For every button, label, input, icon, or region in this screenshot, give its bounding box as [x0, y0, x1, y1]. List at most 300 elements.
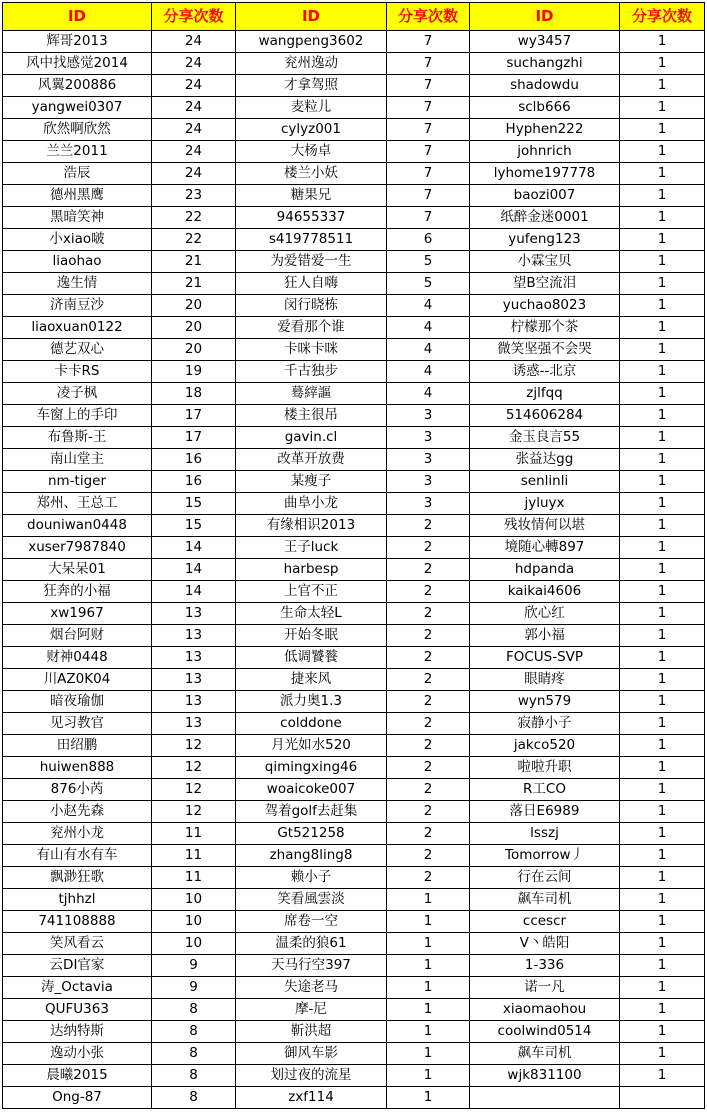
share-count-cell[interactable]: 1	[387, 977, 470, 999]
share-count-cell[interactable]: 12	[152, 757, 236, 779]
share-count-cell[interactable]: 3	[387, 471, 470, 493]
user-id-cell[interactable]: jakco520	[470, 735, 620, 757]
user-id-cell[interactable]: 有缘相识2013	[236, 515, 387, 537]
share-count-cell[interactable]: 4	[387, 317, 470, 339]
share-count-cell[interactable]: 2	[387, 559, 470, 581]
share-count-cell[interactable]: 4	[387, 383, 470, 405]
user-id-cell[interactable]: 楼兰小妖	[236, 163, 387, 185]
share-count-cell[interactable]: 1	[620, 383, 705, 405]
user-id-cell[interactable]: 741108888	[3, 911, 152, 933]
header-share-count[interactable]: 分享次数	[387, 3, 470, 31]
user-id-cell[interactable]: cylyz001	[236, 119, 387, 141]
share-count-cell[interactable]: 1	[387, 911, 470, 933]
user-id-cell[interactable]: Tomorrow丿	[470, 845, 620, 867]
share-count-cell[interactable]: 12	[152, 735, 236, 757]
user-id-cell[interactable]: 876小芮	[3, 779, 152, 801]
share-count-cell[interactable]: 1	[620, 581, 705, 603]
share-count-cell[interactable]: 2	[387, 537, 470, 559]
user-id-cell[interactable]: 狂奔的小福	[3, 581, 152, 603]
share-count-cell[interactable]: 1	[620, 141, 705, 163]
share-count-cell[interactable]: 3	[387, 405, 470, 427]
share-count-cell[interactable]: 23	[152, 185, 236, 207]
user-id-cell[interactable]: 逸动小张	[3, 1043, 152, 1065]
share-count-cell[interactable]: 7	[387, 97, 470, 119]
share-count-cell[interactable]: 11	[152, 823, 236, 845]
user-id-cell[interactable]: 凌子枫	[3, 383, 152, 405]
user-id-cell[interactable]: wjk831100	[470, 1065, 620, 1087]
user-id-cell[interactable]: 风中找感觉2014	[3, 53, 152, 75]
user-id-cell[interactable]: 济南豆沙	[3, 295, 152, 317]
share-count-cell[interactable]: 13	[152, 669, 236, 691]
share-count-cell[interactable]: 1	[620, 1043, 705, 1065]
user-id-cell[interactable]: 改革开放费	[236, 449, 387, 471]
share-count-cell[interactable]: 1	[620, 515, 705, 537]
share-count-cell[interactable]: 20	[152, 295, 236, 317]
user-id-cell[interactable]: hdpanda	[470, 559, 620, 581]
share-count-cell[interactable]: 17	[152, 405, 236, 427]
share-count-cell[interactable]: 24	[152, 53, 236, 75]
user-id-cell[interactable]: 望B空流泪	[470, 273, 620, 295]
user-id-cell[interactable]: 小霖宝贝	[470, 251, 620, 273]
share-count-cell[interactable]: 24	[152, 75, 236, 97]
share-count-cell[interactable]: 1	[620, 273, 705, 295]
share-count-cell[interactable]: 14	[152, 537, 236, 559]
user-id-cell[interactable]: liaohao	[3, 251, 152, 273]
share-count-cell[interactable]: 2	[387, 867, 470, 889]
share-count-cell[interactable]: 13	[152, 603, 236, 625]
share-count-cell[interactable]: 8	[152, 1043, 236, 1065]
user-id-cell[interactable]: 浩辰	[3, 163, 152, 185]
share-count-cell[interactable]: 1	[620, 493, 705, 515]
share-count-cell[interactable]: 7	[387, 163, 470, 185]
user-id-cell[interactable]: 飘渺狂歌	[3, 867, 152, 889]
user-id-cell[interactable]: senlinli	[470, 471, 620, 493]
share-count-cell[interactable]: 2	[387, 757, 470, 779]
user-id-cell[interactable]: 天马行空397	[236, 955, 387, 977]
header-id[interactable]: ID	[236, 3, 387, 31]
user-id-cell[interactable]: 田绍鹏	[3, 735, 152, 757]
share-count-cell[interactable]: 10	[152, 889, 236, 911]
share-count-cell[interactable]: 5	[387, 273, 470, 295]
user-id-cell[interactable]: qimingxing46	[236, 757, 387, 779]
user-id-cell[interactable]: 车窗上的手印	[3, 405, 152, 427]
share-count-cell[interactable]: 12	[152, 801, 236, 823]
share-count-cell[interactable]: 7	[387, 75, 470, 97]
user-id-cell[interactable]: 千古独步	[236, 361, 387, 383]
share-count-cell[interactable]: 22	[152, 229, 236, 251]
user-id-cell[interactable]: R工CO	[470, 779, 620, 801]
user-id-cell[interactable]: 风翼200886	[3, 75, 152, 97]
user-id-cell[interactable]: 派力奥1.3	[236, 691, 387, 713]
share-count-cell[interactable]: 1	[620, 53, 705, 75]
user-id-cell[interactable]: 大呆呆01	[3, 559, 152, 581]
user-id-cell[interactable]: 麦粒儿	[236, 97, 387, 119]
user-id-cell[interactable]: 德艺双心	[3, 339, 152, 361]
share-count-cell[interactable]: 21	[152, 273, 236, 295]
user-id-cell[interactable]: V丶皓阳	[470, 933, 620, 955]
user-id-cell[interactable]: 郭小福	[470, 625, 620, 647]
share-count-cell[interactable]: 13	[152, 691, 236, 713]
share-count-cell[interactable]: 18	[152, 383, 236, 405]
user-id-cell[interactable]: 南山堂主	[3, 449, 152, 471]
user-id-cell[interactable]: 小赵先森	[3, 801, 152, 823]
share-count-cell[interactable]: 7	[387, 119, 470, 141]
user-id-cell[interactable]: 卡咪卡咪	[236, 339, 387, 361]
share-count-cell[interactable]: 1	[620, 185, 705, 207]
user-id-cell[interactable]: 郑州、王总工	[3, 493, 152, 515]
user-id-cell[interactable]: 1-336	[470, 955, 620, 977]
share-count-cell[interactable]: 9	[152, 977, 236, 999]
share-count-cell[interactable]: 1	[620, 229, 705, 251]
share-count-cell[interactable]: 10	[152, 911, 236, 933]
share-count-cell[interactable]: 14	[152, 581, 236, 603]
user-id-cell[interactable]: 笑风看云	[3, 933, 152, 955]
user-id-cell[interactable]: 有山有水有车	[3, 845, 152, 867]
user-id-cell[interactable]: lsszj	[470, 823, 620, 845]
user-id-cell[interactable]: 达纳特斯	[3, 1021, 152, 1043]
share-count-cell[interactable]: 1	[620, 999, 705, 1021]
user-id-cell[interactable]: 摩-尼	[236, 999, 387, 1021]
share-count-cell[interactable]: 1	[620, 559, 705, 581]
user-id-cell[interactable]: 为爱错爱一生	[236, 251, 387, 273]
user-id-cell[interactable]: 逸生情	[3, 273, 152, 295]
user-id-cell[interactable]: shadowdu	[470, 75, 620, 97]
share-count-cell[interactable]: 1	[387, 1087, 470, 1109]
user-id-cell[interactable]: 月光如水520	[236, 735, 387, 757]
user-id-cell[interactable]: 御风车影	[236, 1043, 387, 1065]
user-id-cell[interactable]: 开始冬眠	[236, 625, 387, 647]
user-id-cell[interactable]: 诱惑--北京	[470, 361, 620, 383]
header-share-count[interactable]: 分享次数	[152, 3, 236, 31]
user-id-cell[interactable]: jyluyx	[470, 493, 620, 515]
user-id-cell[interactable]: 落日E6989	[470, 801, 620, 823]
user-id-cell[interactable]: 王子luck	[236, 537, 387, 559]
user-id-cell[interactable]: 飙车司机	[470, 1043, 620, 1065]
user-id-cell[interactable]: 微笑坚强不会哭	[470, 339, 620, 361]
share-count-cell[interactable]: 24	[152, 141, 236, 163]
share-count-cell[interactable]: 1	[620, 845, 705, 867]
share-count-cell[interactable]: 4	[387, 295, 470, 317]
user-id-cell[interactable]: 席卷一空	[236, 911, 387, 933]
share-count-cell[interactable]: 3	[387, 427, 470, 449]
user-id-cell[interactable]: zjlfqq	[470, 383, 620, 405]
share-count-cell[interactable]: 1	[620, 889, 705, 911]
share-count-cell[interactable]: 1	[620, 251, 705, 273]
share-count-cell[interactable]: 12	[152, 779, 236, 801]
share-count-cell[interactable]: 2	[387, 625, 470, 647]
share-count-cell[interactable]: 1	[387, 1065, 470, 1087]
user-id-cell[interactable]: 飙车司机	[470, 889, 620, 911]
user-id-cell[interactable]: wy3457	[470, 31, 620, 53]
share-count-cell[interactable]: 1	[620, 97, 705, 119]
share-count-cell[interactable]: 8	[152, 999, 236, 1021]
share-count-cell[interactable]: 22	[152, 207, 236, 229]
user-id-cell[interactable]: 诺一凡	[470, 977, 620, 999]
share-count-cell[interactable]: 15	[152, 493, 236, 515]
user-id-cell[interactable]: zhang8ling8	[236, 845, 387, 867]
user-id-cell[interactable]: 划过夜的流星	[236, 1065, 387, 1087]
user-id-cell[interactable]	[470, 1087, 620, 1109]
user-id-cell[interactable]: 楼主很吊	[236, 405, 387, 427]
user-id-cell[interactable]: johnrich	[470, 141, 620, 163]
user-id-cell[interactable]: 张益达gg	[470, 449, 620, 471]
user-id-cell[interactable]: zxf114	[236, 1087, 387, 1109]
user-id-cell[interactable]: 小xiao啵	[3, 229, 152, 251]
share-count-cell[interactable]: 1	[387, 933, 470, 955]
user-id-cell[interactable]: 欣然啊欣然	[3, 119, 152, 141]
share-count-cell[interactable]: 8	[152, 1065, 236, 1087]
user-id-cell[interactable]: 失途老马	[236, 977, 387, 999]
share-count-cell[interactable]: 14	[152, 559, 236, 581]
user-id-cell[interactable]: yangwei0307	[3, 97, 152, 119]
share-count-cell[interactable]: 1	[620, 603, 705, 625]
share-count-cell[interactable]: 1	[620, 471, 705, 493]
share-count-cell[interactable]: 11	[152, 845, 236, 867]
user-id-cell[interactable]: 柠檬那个茶	[470, 317, 620, 339]
share-count-cell[interactable]: 1	[620, 779, 705, 801]
share-count-cell[interactable]: 1	[620, 911, 705, 933]
share-count-cell[interactable]: 1	[620, 31, 705, 53]
share-count-cell[interactable]: 15	[152, 515, 236, 537]
user-id-cell[interactable]: wangpeng3602	[236, 31, 387, 53]
share-count-cell[interactable]	[620, 1087, 705, 1109]
share-count-cell[interactable]: 24	[152, 31, 236, 53]
user-id-cell[interactable]: sclb666	[470, 97, 620, 119]
share-count-cell[interactable]: 2	[387, 669, 470, 691]
user-id-cell[interactable]: 糖果兄	[236, 185, 387, 207]
user-id-cell[interactable]: 德州黑鹰	[3, 185, 152, 207]
user-id-cell[interactable]: 兖州逸动	[236, 53, 387, 75]
user-id-cell[interactable]: 驾着golf去赶集	[236, 801, 387, 823]
share-count-cell[interactable]: 2	[387, 581, 470, 603]
user-id-cell[interactable]: yufeng123	[470, 229, 620, 251]
user-id-cell[interactable]: 欣心红	[470, 603, 620, 625]
share-count-cell[interactable]: 1	[620, 955, 705, 977]
share-count-cell[interactable]: 10	[152, 933, 236, 955]
user-id-cell[interactable]: 烟台阿财	[3, 625, 152, 647]
header-id[interactable]: ID	[470, 3, 620, 31]
user-id-cell[interactable]: Gt521258	[236, 823, 387, 845]
share-count-cell[interactable]: 2	[387, 713, 470, 735]
user-id-cell[interactable]: 曲阜小龙	[236, 493, 387, 515]
share-count-cell[interactable]: 1	[620, 295, 705, 317]
share-count-cell[interactable]: 16	[152, 449, 236, 471]
share-count-cell[interactable]: 1	[620, 713, 705, 735]
user-id-cell[interactable]: 靳洪超	[236, 1021, 387, 1043]
user-id-cell[interactable]: kaikai4606	[470, 581, 620, 603]
share-count-cell[interactable]: 8	[152, 1087, 236, 1109]
user-id-cell[interactable]: 金玉良言55	[470, 427, 620, 449]
user-id-cell[interactable]: baozi007	[470, 185, 620, 207]
share-count-cell[interactable]: 1	[620, 691, 705, 713]
share-count-cell[interactable]: 1	[620, 647, 705, 669]
share-count-cell[interactable]: 5	[387, 251, 470, 273]
user-id-cell[interactable]: lyhome197778	[470, 163, 620, 185]
user-id-cell[interactable]: 纸醉金迷0001	[470, 207, 620, 229]
share-count-cell[interactable]: 1	[387, 955, 470, 977]
share-count-cell[interactable]: 13	[152, 713, 236, 735]
user-id-cell[interactable]: 狂人自嗨	[236, 273, 387, 295]
user-id-cell[interactable]: 寂静小子	[470, 713, 620, 735]
user-id-cell[interactable]: 生命太轻L	[236, 603, 387, 625]
share-count-cell[interactable]: 13	[152, 625, 236, 647]
share-count-cell[interactable]: 2	[387, 845, 470, 867]
user-id-cell[interactable]: coolwind0514	[470, 1021, 620, 1043]
share-count-cell[interactable]: 2	[387, 801, 470, 823]
user-id-cell[interactable]: 温柔的狼61	[236, 933, 387, 955]
share-count-cell[interactable]: 20	[152, 339, 236, 361]
share-count-cell[interactable]: 1	[620, 75, 705, 97]
share-count-cell[interactable]: 19	[152, 361, 236, 383]
user-id-cell[interactable]: xiaomaohou	[470, 999, 620, 1021]
user-id-cell[interactable]: 川AZ0K04	[3, 669, 152, 691]
share-count-cell[interactable]: 1	[620, 207, 705, 229]
share-count-cell[interactable]: 1	[620, 361, 705, 383]
share-count-cell[interactable]: 2	[387, 515, 470, 537]
share-count-cell[interactable]: 2	[387, 779, 470, 801]
user-id-cell[interactable]: FOCUS-SVP	[470, 647, 620, 669]
user-id-cell[interactable]: 赖小子	[236, 867, 387, 889]
user-id-cell[interactable]: yuchao8023	[470, 295, 620, 317]
user-id-cell[interactable]: harbesp	[236, 559, 387, 581]
user-id-cell[interactable]: 财神0448	[3, 647, 152, 669]
share-count-cell[interactable]: 1	[620, 977, 705, 999]
share-count-cell[interactable]: 1	[620, 625, 705, 647]
user-id-cell[interactable]: colddone	[236, 713, 387, 735]
share-count-cell[interactable]: 1	[620, 427, 705, 449]
share-count-cell[interactable]: 2	[387, 691, 470, 713]
share-count-cell[interactable]: 8	[152, 1021, 236, 1043]
user-id-cell[interactable]: Ong-87	[3, 1087, 152, 1109]
share-count-cell[interactable]: 9	[152, 955, 236, 977]
user-id-cell[interactable]: 啦啦升职	[470, 757, 620, 779]
share-count-cell[interactable]: 1	[620, 1021, 705, 1043]
share-count-cell[interactable]: 24	[152, 97, 236, 119]
header-share-count[interactable]: 分享次数	[620, 3, 705, 31]
share-count-cell[interactable]: 1	[620, 449, 705, 471]
share-count-cell[interactable]: 7	[387, 207, 470, 229]
share-count-cell[interactable]: 1	[620, 735, 705, 757]
share-count-cell[interactable]: 7	[387, 31, 470, 53]
share-count-cell[interactable]: 1	[620, 317, 705, 339]
share-count-cell[interactable]: 1	[620, 801, 705, 823]
share-count-cell[interactable]: 1	[620, 933, 705, 955]
user-id-cell[interactable]: 辉哥2013	[3, 31, 152, 53]
user-id-cell[interactable]: QUFU363	[3, 999, 152, 1021]
user-id-cell[interactable]: 暗夜瑜伽	[3, 691, 152, 713]
user-id-cell[interactable]: xw1967	[3, 603, 152, 625]
user-id-cell[interactable]: 爱看那个谁	[236, 317, 387, 339]
user-id-cell[interactable]: 大杨卓	[236, 141, 387, 163]
user-id-cell[interactable]: Hyphen222	[470, 119, 620, 141]
share-count-cell[interactable]: 17	[152, 427, 236, 449]
share-count-cell[interactable]: 4	[387, 339, 470, 361]
user-id-cell[interactable]: wyn579	[470, 691, 620, 713]
user-id-cell[interactable]: 94655337	[236, 207, 387, 229]
share-count-cell[interactable]: 21	[152, 251, 236, 273]
share-count-cell[interactable]: 2	[387, 603, 470, 625]
user-id-cell[interactable]: 捷来风	[236, 669, 387, 691]
share-count-cell[interactable]: 3	[387, 449, 470, 471]
user-id-cell[interactable]: 某瘦子	[236, 471, 387, 493]
share-count-cell[interactable]: 7	[387, 141, 470, 163]
user-id-cell[interactable]: ccescr	[470, 911, 620, 933]
user-id-cell[interactable]: 卡卡RS	[3, 361, 152, 383]
user-id-cell[interactable]: gavin.cl	[236, 427, 387, 449]
user-id-cell[interactable]: 残妆情何以堪	[470, 515, 620, 537]
user-id-cell[interactable]: s419778511	[236, 229, 387, 251]
user-id-cell[interactable]: 514606284	[470, 405, 620, 427]
share-count-cell[interactable]: 1	[387, 1021, 470, 1043]
user-id-cell[interactable]: huiwen888	[3, 757, 152, 779]
user-id-cell[interactable]: 行在云间	[470, 867, 620, 889]
user-id-cell[interactable]: 上官不正	[236, 581, 387, 603]
user-id-cell[interactable]: 眼睛疼	[470, 669, 620, 691]
user-id-cell[interactable]: 笑看風雲淡	[236, 889, 387, 911]
user-id-cell[interactable]: 云DI官家	[3, 955, 152, 977]
share-count-cell[interactable]: 1	[620, 163, 705, 185]
header-id[interactable]: ID	[3, 3, 152, 31]
user-id-cell[interactable]: 才拿驾照	[236, 75, 387, 97]
share-count-cell[interactable]: 1	[620, 405, 705, 427]
user-id-cell[interactable]: tjhhzl	[3, 889, 152, 911]
share-count-cell[interactable]: 7	[387, 185, 470, 207]
share-count-cell[interactable]: 6	[387, 229, 470, 251]
share-count-cell[interactable]: 1	[387, 889, 470, 911]
share-count-cell[interactable]: 11	[152, 867, 236, 889]
share-count-cell[interactable]: 24	[152, 119, 236, 141]
share-count-cell[interactable]: 1	[387, 1043, 470, 1065]
share-count-cell[interactable]: 4	[387, 361, 470, 383]
share-count-cell[interactable]: 1	[620, 537, 705, 559]
user-id-cell[interactable]: suchangzhi	[470, 53, 620, 75]
share-count-cell[interactable]: 2	[387, 647, 470, 669]
user-id-cell[interactable]: xuser7987840	[3, 537, 152, 559]
share-count-cell[interactable]: 1	[620, 669, 705, 691]
user-id-cell[interactable]: 涛_Octavia	[3, 977, 152, 999]
share-count-cell[interactable]: 16	[152, 471, 236, 493]
share-count-cell[interactable]: 1	[620, 1065, 705, 1087]
user-id-cell[interactable]: 晨曦2015	[3, 1065, 152, 1087]
user-id-cell[interactable]: liaoxuan0122	[3, 317, 152, 339]
user-id-cell[interactable]: 兰兰2011	[3, 141, 152, 163]
share-count-cell[interactable]: 1	[620, 823, 705, 845]
share-count-cell[interactable]: 1	[620, 867, 705, 889]
user-id-cell[interactable]: woaicoke007	[236, 779, 387, 801]
share-count-cell[interactable]: 1	[620, 119, 705, 141]
share-count-cell[interactable]: 24	[152, 163, 236, 185]
share-count-cell[interactable]: 1	[620, 757, 705, 779]
share-count-cell[interactable]: 7	[387, 53, 470, 75]
share-count-cell[interactable]: 3	[387, 493, 470, 515]
user-id-cell[interactable]: 黑暗笑神	[3, 207, 152, 229]
user-id-cell[interactable]: 兖州小龙	[3, 823, 152, 845]
share-count-cell[interactable]: 13	[152, 647, 236, 669]
user-id-cell[interactable]: 见习教官	[3, 713, 152, 735]
user-id-cell[interactable]: 境随心轉897	[470, 537, 620, 559]
user-id-cell[interactable]: 低调饕餮	[236, 647, 387, 669]
share-count-cell[interactable]: 1	[387, 999, 470, 1021]
share-count-cell[interactable]: 2	[387, 823, 470, 845]
share-count-cell[interactable]: 1	[620, 339, 705, 361]
user-id-cell[interactable]: 蓦縡謳	[236, 383, 387, 405]
user-id-cell[interactable]: nm-tiger	[3, 471, 152, 493]
user-id-cell[interactable]: 布鲁斯-王	[3, 427, 152, 449]
share-count-cell[interactable]: 20	[152, 317, 236, 339]
user-id-cell[interactable]: 闵行晓栋	[236, 295, 387, 317]
user-id-cell[interactable]: douniwan0448	[3, 515, 152, 537]
share-count-cell[interactable]: 2	[387, 735, 470, 757]
